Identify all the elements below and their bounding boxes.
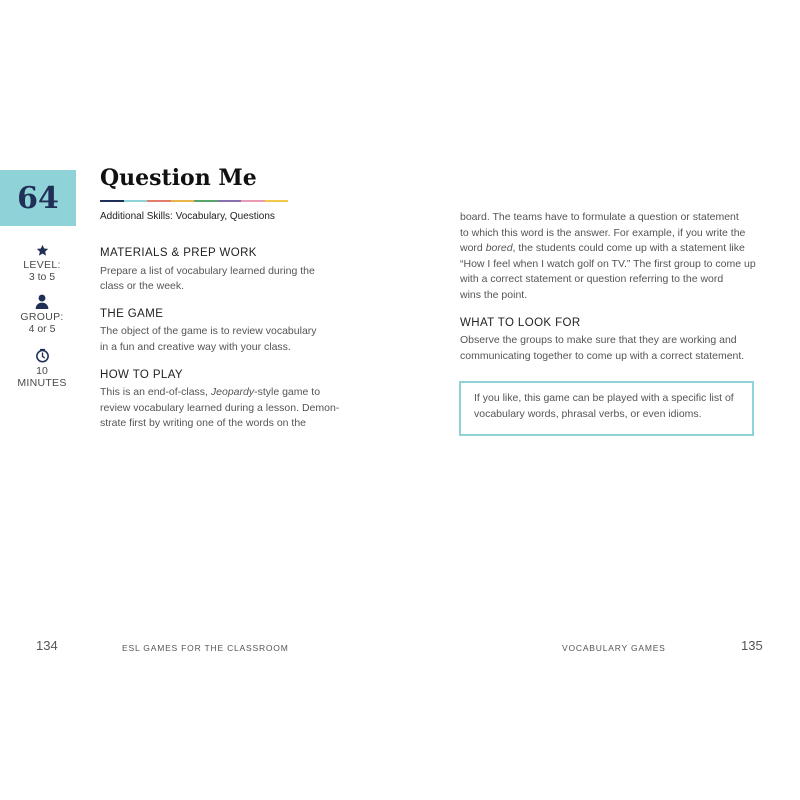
text-run: This is an end-of-class, xyxy=(100,386,211,399)
text-line xyxy=(460,241,758,257)
materials-text xyxy=(100,264,350,295)
text-line: class or the week. xyxy=(100,280,185,293)
time-unit: MINUTES xyxy=(17,377,67,389)
text-line: to which this word is the answer. For example, if you write the xyxy=(460,226,746,239)
group-value: 4 or 5 xyxy=(28,323,56,335)
text-line: board. The teams have to formulate a question or statement xyxy=(460,211,739,223)
text-line: strate first by writing one of the words on the xyxy=(100,417,307,430)
tip-box xyxy=(459,381,754,436)
rule-segment xyxy=(124,200,148,202)
level-info xyxy=(6,244,78,283)
level-value: 3 to 5 xyxy=(28,271,56,283)
text-line: with a correct statement or question referring to the word xyxy=(460,273,724,286)
rule-segment xyxy=(265,200,289,202)
text-line: vocabulary words, phrasal verbs, or even idioms. xyxy=(474,407,702,420)
rule-segment xyxy=(100,200,124,202)
text-line xyxy=(100,385,350,401)
star-icon xyxy=(36,244,49,257)
text-line: communicating together to come up with a correct statement. xyxy=(460,349,745,362)
emphasis-text: Jeopardy xyxy=(210,386,255,399)
left-page-number: 134 xyxy=(36,638,58,653)
person-icon xyxy=(35,294,49,309)
how-to-play-continued xyxy=(460,210,758,304)
text-line: Observe the groups to make sure that they are working and xyxy=(460,334,737,347)
rule-segment xyxy=(147,200,171,202)
right-running-title: VOCABULARY GAMES xyxy=(562,643,666,653)
text-line: in a fun and creative way with your class. xyxy=(100,340,291,353)
left-column xyxy=(100,246,350,444)
text-line: wins the point. xyxy=(460,288,528,301)
right-column xyxy=(460,210,758,376)
materials-heading: MATERIALS & PREP WORK xyxy=(100,247,257,259)
time-info xyxy=(6,348,78,389)
the-game-text xyxy=(100,324,350,355)
group-info xyxy=(6,294,78,335)
text-line: Prepare a list of vocabulary learned during the xyxy=(100,264,315,277)
right-page-number: 135 xyxy=(741,638,763,653)
the-game-heading: THE GAME xyxy=(100,307,164,320)
rule-segment xyxy=(171,200,195,202)
game-number-badge xyxy=(0,170,76,226)
level-label: LEVEL: xyxy=(23,259,61,271)
text-run: word xyxy=(460,242,486,255)
how-to-play-text xyxy=(100,385,350,432)
title-color-rule xyxy=(100,200,288,202)
game-number: 64 xyxy=(17,180,59,216)
text-line: “How I feel when I watch golf on TV.” The first group to come up xyxy=(460,257,756,270)
emphasis-text: bored xyxy=(485,242,513,255)
rule-segment xyxy=(241,200,265,202)
text-line: The object of the game is to review vocabulary xyxy=(100,325,317,338)
what-to-look-for-heading: WHAT TO LOOK FOR xyxy=(460,316,581,329)
game-title: Question Me xyxy=(100,165,257,191)
additional-skills: Additional Skills: Vocabulary, Questions xyxy=(100,211,275,222)
what-to-look-for-text xyxy=(460,333,758,364)
rule-segment xyxy=(194,200,218,202)
text-run: , the students could come up with a statement like xyxy=(512,242,745,255)
time-value: 10 xyxy=(36,365,48,377)
how-to-play-heading: HOW TO PLAY xyxy=(100,368,184,381)
left-running-title: ESL GAMES FOR THE CLASSROOM xyxy=(122,643,289,653)
group-label: GROUP: xyxy=(20,311,64,323)
text-run: -style game to xyxy=(254,386,321,399)
clock-icon xyxy=(35,348,50,363)
rule-segment xyxy=(218,200,242,202)
text-line: review vocabulary learned during a lesson. Demon- xyxy=(100,401,340,414)
text-line: If you like, this game can be played with a specific list of xyxy=(474,392,734,404)
